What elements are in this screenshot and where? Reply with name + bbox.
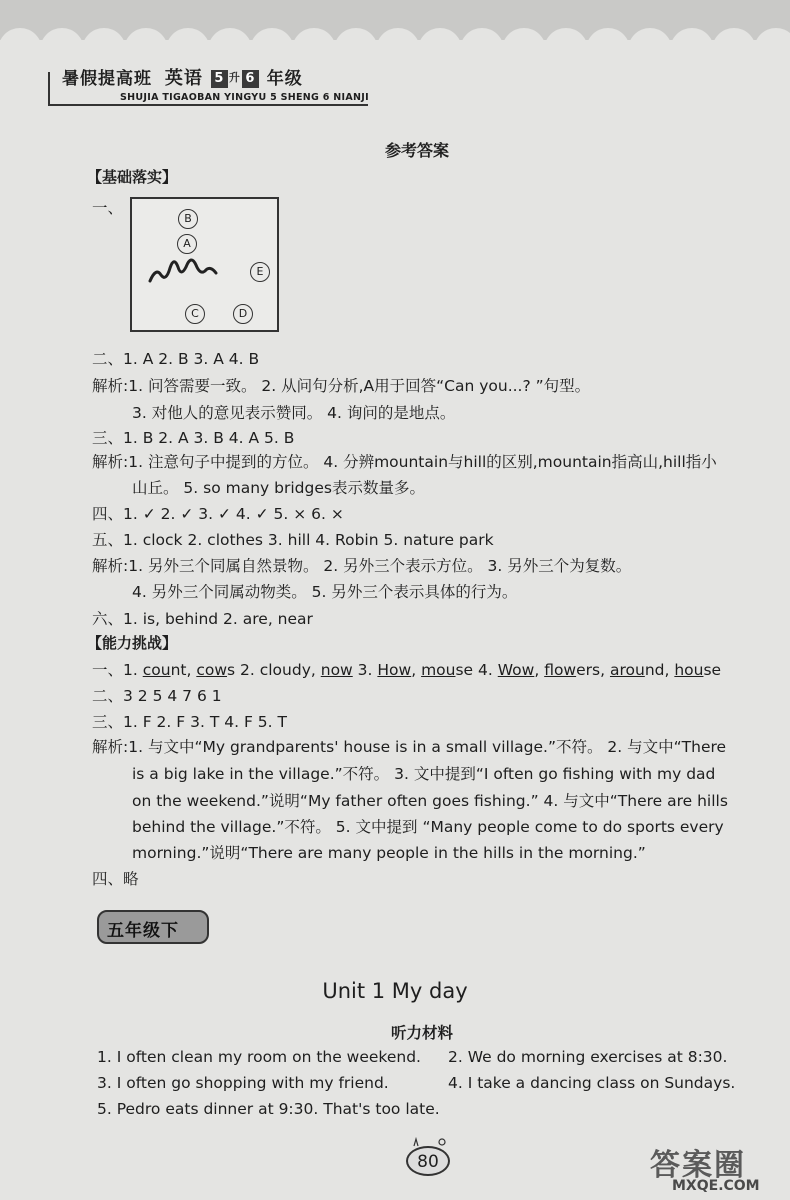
part5-explain-1: 解析:1. 另外三个同属自然景物。 2. 另外三个表示方位。 3. 另外三个为复数。 <box>92 557 632 575</box>
grade-to: 6 <box>242 70 259 88</box>
watermark-logo: 答案圈 <box>650 1148 746 1183</box>
part4-answers: 四、1. ✓ 2. ✓ 3. ✓ 4. ✓ 5. × 6. × <box>92 505 344 523</box>
part2-explain-1: 解析:1. 问答需要一致。 2. 从问句分析,A用于回答“Can you...? ”句型。 <box>92 377 591 395</box>
label-b: B <box>178 209 198 229</box>
header-title <box>62 64 303 90</box>
answer-figure <box>130 197 279 332</box>
challenge4-answers: 四、略 <box>92 870 139 888</box>
part5-explain-2: 4. 另外三个同属动物类。 5. 另外三个表示具体的行为。 <box>132 583 518 601</box>
header-rule <box>48 104 368 106</box>
grade-from: 5 <box>211 70 228 88</box>
page-number: 80 <box>417 1152 439 1172</box>
part3-explain-2: 山丘。 5. so many bridges表示数量多。 <box>132 479 425 497</box>
challenge3-explain-5: morning.”说明“There are many people in the hills in the morning.” <box>132 844 646 862</box>
challenge3-explain-1: 解析:1. 与文中“My grandparents' house is in a small village.”不符。 2. 与文中“There <box>92 738 727 756</box>
challenge1-answers: 一、1. count, cows 2. cloudy, now 3. How, mouse 4. Wow, flowers, around, house <box>92 661 722 679</box>
part2-answers: 二、1. A 2. B 3. A 4. B <box>92 350 260 368</box>
part2-explain-2: 3. 对他人的意见表示赞同。 4. 询问的是地点。 <box>132 404 456 422</box>
page-title: 参考答案 <box>385 141 450 160</box>
grade-tag <box>97 910 209 944</box>
listening-item-1: 1. I often clean my room on the weekend. <box>97 1048 421 1066</box>
part3-answers: 三、1. B 2. A 3. B 4. A 5. B <box>92 429 295 447</box>
part6-answers: 六、1. is, behind 2. are, near <box>92 610 313 628</box>
label-c: C <box>185 304 205 324</box>
section-challenge: 【能力挑战】 <box>87 634 178 652</box>
listening-title: 听力材料 <box>391 1024 454 1042</box>
page-number-badge <box>406 1142 450 1176</box>
part3-explain-1: 解析:1. 注意句子中提到的方位。 4. 分辨mountain与hill的区别,mountain指高山,hill指小 <box>92 453 717 471</box>
watermark-url: MXQE.COM <box>672 1178 760 1194</box>
challenge3-answers: 三、1. F 2. F 3. T 4. F 5. T <box>92 713 287 731</box>
listening-item-2: 2. We do morning exercises at 8:30. <box>448 1048 728 1066</box>
mountain-sketch <box>148 251 220 285</box>
unit-title: Unit 1 My day <box>322 979 468 1003</box>
grade-suffix: 年级 <box>266 69 303 89</box>
part5-answers: 五、1. clock 2. clothes 3. hill 4. Robin 5. nature park <box>92 531 494 549</box>
grade-mid: 升 <box>228 71 241 84</box>
subject-name: 英语 <box>164 68 203 89</box>
part1-label: 一、 <box>92 199 124 217</box>
listening-item-5: 5. Pedro eats dinner at 9:30. That's too late. <box>97 1100 440 1118</box>
header-bracket <box>48 72 50 106</box>
listening-item-4: 4. I take a dancing class on Sundays. <box>448 1074 736 1092</box>
challenge3-explain-2: is a big lake in the village.”不符。 3. 文中提到“I often go fishing with my dad <box>132 765 716 783</box>
scallop-border <box>0 0 790 60</box>
label-d: D <box>233 304 253 324</box>
challenge2-answers: 二、3 2 5 4 7 6 1 <box>92 687 222 705</box>
label-e: E <box>250 262 270 282</box>
challenge3-explain-4: behind the village.”不符。 5. 文中提到 “Many people come to do sports every <box>132 818 724 836</box>
section-basic: 【基础落实】 <box>87 168 178 186</box>
grade-tag-label: 五年级下 <box>107 921 179 941</box>
header-pinyin: SHUJIA TIGAOBAN YINGYU 5 SHENG 6 NIANJI <box>120 92 369 103</box>
series-name: 暑假提高班 <box>62 69 152 89</box>
listening-item-3: 3. I often go shopping with my friend. <box>97 1074 389 1092</box>
label-a: A <box>177 234 197 254</box>
challenge3-explain-3: on the weekend.”说明“My father often goes fishing.” 4. 与文中“There are hills <box>132 792 728 810</box>
